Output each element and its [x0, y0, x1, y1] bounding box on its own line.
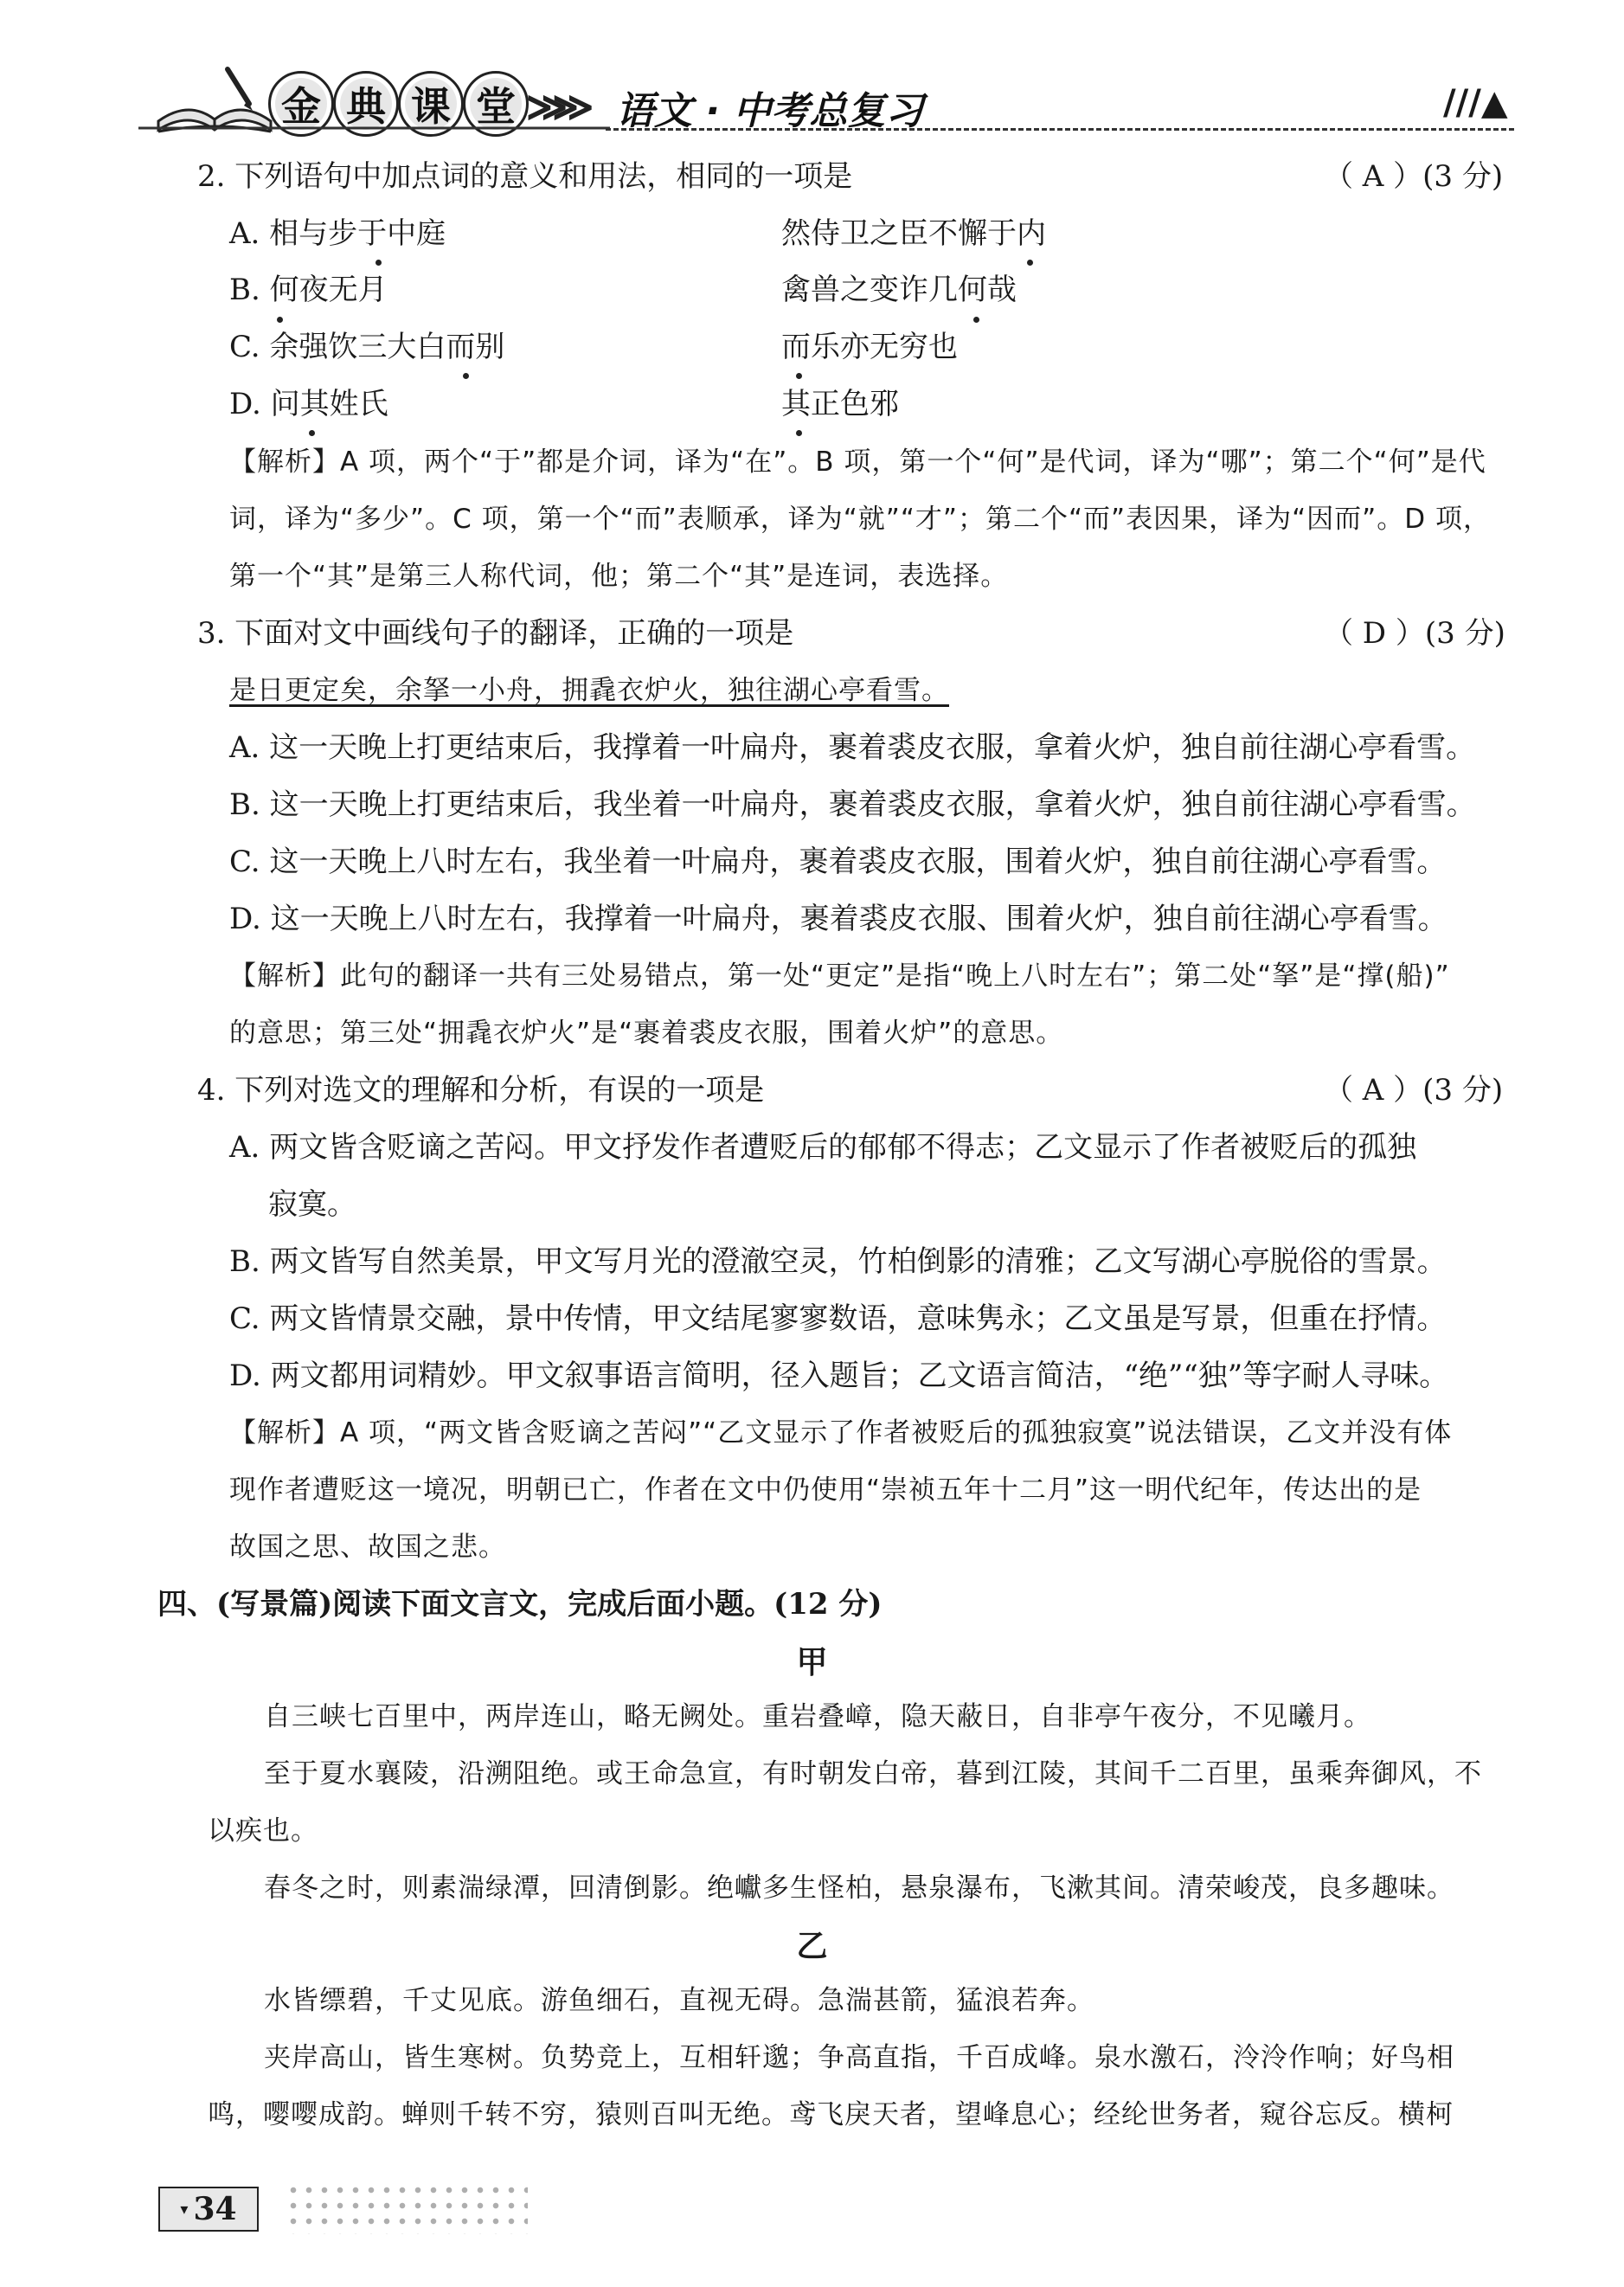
- question-stem: 4. 下列对选文的理解和分析，有误的一项是: [197, 1073, 765, 1108]
- option-a-right: 然侍卫之臣不懈于内: [781, 216, 1046, 251]
- option-d: D. 这一天晚上八时左右，我撑着一叶扁舟，裹着裘皮衣服、围着火炉，独自前往湖心亭看雪。: [229, 902, 1447, 936]
- header-wave-line: [138, 121, 610, 135]
- brand-char-2: 典: [333, 71, 399, 137]
- page-number: ▾ 34: [158, 2187, 259, 2232]
- analysis-line: 【解析】A 项，两个“于”都是介词，译为“在”。B 项，第一个“何”是代词，译为“哪”；第二个“何”是代: [229, 446, 1486, 478]
- passage-line: 春冬之时，则素湍绿潭，回清倒影。绝巘多生怪柏，悬泉瀑布，飞漱其间。清荣峻茂，良多趣味。: [264, 1873, 1454, 1904]
- answer-box: （ A ）(3 分): [1324, 1073, 1504, 1108]
- emphasis-dot: [277, 317, 283, 323]
- option-c-right: 而乐亦无穷也: [781, 330, 958, 364]
- emphasis-dot: [309, 430, 315, 436]
- passage-line: 以疾也。: [208, 1815, 318, 1847]
- passage-line: 水皆缥碧，千丈见底。游鱼细石，直视无碍。急湍甚箭，猛浪若奔。: [264, 1985, 1094, 2016]
- passage-jia-label: 甲: [796, 1644, 828, 1680]
- option-a: A. 两文皆含贬谪之苦闷。甲文抒发作者遭贬后的郁郁不得志；乙文显示了作者被贬后的孤独: [229, 1130, 1417, 1165]
- analysis-line: 的意思；第三处“拥毳衣炉火”是“裹着裘皮衣服，围着火炉”的意思。: [229, 1018, 1064, 1049]
- emphasis-dot: [1027, 260, 1033, 266]
- option-a-continued: 寂寞。: [268, 1187, 356, 1222]
- header-divider: [606, 128, 1514, 131]
- question-stem: 3. 下面对文中画线句子的翻译，正确的一项是: [197, 616, 794, 651]
- emphasis-dot: [376, 260, 382, 266]
- emphasis-dot: [463, 373, 469, 379]
- analysis-line: 第一个“其”是第三人称代词，他；第二个“其”是连词，表选择。: [229, 561, 1009, 592]
- passage-line: 自三峡七百里中，两岸连山，略无阙处。重岩叠嶂，隐天蔽日，自非亭午夜分，不见曦月。: [264, 1701, 1371, 1732]
- chevron-right-icon: ≫≫: [526, 83, 579, 130]
- brand-char-4: 堂: [463, 71, 529, 137]
- option-a: A. 这一天晚上打更结束后，我撑着一叶扁舟，裹着裘皮衣服，拿着火炉，独自前往湖心亭看雪。: [229, 730, 1476, 765]
- option-a-left: A. 相与步于中庭: [229, 216, 446, 251]
- option-b: B. 这一天晚上打更结束后，我坐着一叶扁舟，裹着裘皮衣服，拿着火炉，独自前往湖心亭看雪。: [229, 787, 1476, 822]
- emphasis-dot: [973, 317, 979, 323]
- question-stem: 2. 下列语句中加点词的意义和用法，相同的一项是: [197, 159, 853, 194]
- option-c: C. 两文皆情景交融，景中传情，甲文结尾寥寥数语，意味隽永；乙文虽是写景，但重在抒情。: [229, 1301, 1447, 1336]
- passage-yi-label: 乙: [796, 1928, 828, 1964]
- passage-line: 鸣，嘤嘤成韵。蝉则千转不穷，猿则百叫无绝。鸢飞戾天者，望峰息心；经纶世务者，窥谷忘反。横柯: [208, 2099, 1454, 2130]
- option-d-left: D. 问其姓氏: [229, 387, 388, 421]
- emphasis-dot: [796, 373, 802, 379]
- option-b: B. 两文皆写自然美景，甲文写月光的澄澈空灵，竹柏倒影的清雅；乙文写湖心亭脱俗的雪景。: [229, 1244, 1447, 1279]
- answer-box: （ D ）(3 分): [1324, 616, 1505, 651]
- emphasis-dot: [796, 430, 802, 436]
- answer-box: （ A ）(3 分): [1324, 159, 1504, 194]
- analysis-line: 【解析】A 项，“两文皆含贬谪之苦闷”“乙文显示了作者被贬后的孤独寂寞”说法错误，乙文并没有体: [229, 1417, 1453, 1449]
- option-c: C. 这一天晚上八时左右，我坐着一叶扁舟，裹着裘皮衣服，围着火炉，独自前往湖心亭看雪。: [229, 845, 1447, 879]
- option-b-left: B. 何夜无月: [229, 273, 388, 307]
- passage-line: 至于夏水襄陵，沿溯阻绝。或王命急宣，有时朝发白帝，暮到江陵，其间千二百里，虽乘奔御风，不: [264, 1758, 1482, 1789]
- option-d: D. 两文都用词精妙。甲文叙事语言简明，径入题旨；乙文语言简洁，“绝”“独”等字耐人寻味。: [229, 1359, 1449, 1393]
- analysis-line: 词，译为“多少”。C 项，第一个“而”表顺承，译为“就”“才”；第二个“而”表因果，译为“因而”。D 项，: [229, 504, 1491, 535]
- passage-line: 夹岸高山，皆生寒树。负势竞上，互相轩邈；争高直指，千百成峰。泉水激石，泠泠作响；好鸟相: [264, 2042, 1454, 2073]
- brand-char-3: 课: [398, 71, 464, 137]
- subject-title: 语文 · 中考总复习: [616, 89, 924, 133]
- page-marker-icon: ▾: [180, 2200, 189, 2219]
- analysis-line: 现作者遭贬这一境况，明朝已亡，作者在文中仍使用“崇祯五年十二月”这一明代纪年，传达出的是: [229, 1474, 1422, 1506]
- option-d-right: 其正色邪: [781, 387, 899, 421]
- dot-pattern-decoration: [286, 2182, 528, 2234]
- brand-char-1: 金: [268, 71, 334, 137]
- analysis-line: 故国之思、故国之悲。: [229, 1532, 506, 1563]
- analysis-line: 【解析】此句的翻译一共有三处易错点，第一处“更定”是指“晚上八时左右”；第二处“拏”是“撑(船)”: [229, 960, 1450, 992]
- corner-mark-icon: ///▲: [1443, 83, 1508, 123]
- option-c-left: C. 余强饮三大白而别: [229, 330, 505, 364]
- underlined-quote: 是日更定矣，余拏一小舟，拥毳衣炉火，独往湖心亭看雪。: [229, 675, 949, 706]
- section-title: 四、(写景篇)阅读下面文言文，完成后面小题。(12 分): [157, 1587, 883, 1622]
- option-b-right: 禽兽之变诈几何哉: [781, 273, 1017, 307]
